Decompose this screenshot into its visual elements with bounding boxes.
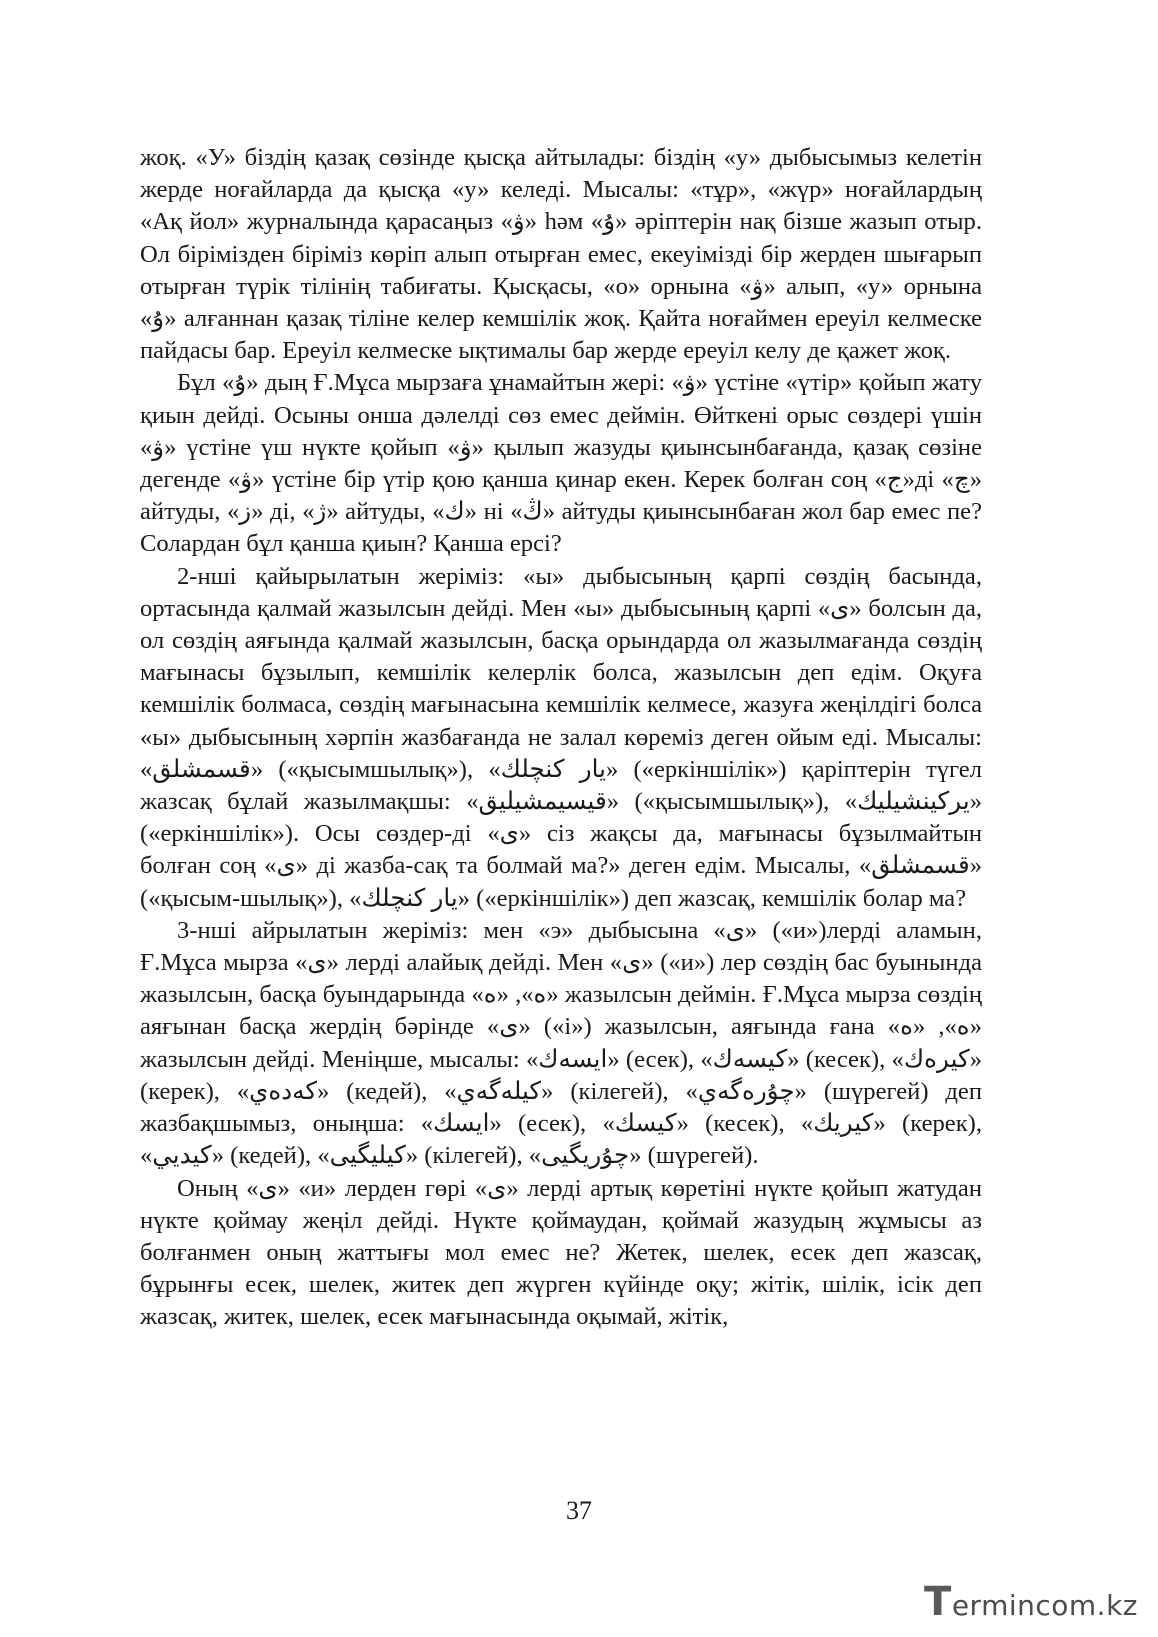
body-text <box>140 142 982 1334</box>
watermark-logo <box>924 1579 1138 1625</box>
paragraph-1: жоқ. «У» біздің қазақ сөзінде қысқа айтылады: біздің «у» дыбысымыз келетін жерде ноғайларда да қысқа «у» келеді. Мысалы: «тұр», «жүр» ноғайлардың «Ақ йол» журналында қарасаңыз «ۋ» һәм «ۇ» әріптерін нақ бізше жазып отыр. Ол бірімізден біріміз көріп алып отырған емес, екеуімізді бір жерден шығарып отырған түрік тілінің табиғаты. Қысқасы, «о» орнына «ۋ» алып, «у» орнына «ۇ» алғаннан қазақ тіліне келер кемшілік жоқ. Қайта ноғаймен ереуіл келмеске пайдасы бар. Ереуіл келмеске ықтималы бар жерде ереуіл келу де қажет жоқ. <box>140 144 983 365</box>
paragraph-5: Оның «ى» «и» лерден гөрі «ى» лерді артық көретіні нүкте қойып жатудан нүкте қоймау жеңіл дейді. Нүкте қоймаудан, қоймай жазудың жұмысы аз болғанмен оның жаттығы мол емес не? Жетек, шелек, есек деп жазсақ, бұрынғы есек, шелек, житек деп жүрген күйінде оқу; жітік, шілік, ісік деп жазсақ, житек, шелек, есек мағынасында оқымай, жітік, <box>140 1174 982 1331</box>
paragraph-2: Бұл «ۇ» дың Ғ.Мұса мырзаға ұнамайтын жері: «ۋ» үстіне «үтір» қойып жату қиын дейді. Осыны онша дәлелді сөз емес деймін. Өйткені орыс сөздері үшін «ۋ» үстіне үш нүкте қойып «ۋ» қылып жазуды қиынсынбағанда, қазақ сөзіне дегенде «ۋ» үстіне бір үтір қою қанша қинар екен. Керек болған соң «ج»ді «چ» айтуды, «ز» ді, «ژ» айтуды, «ك» ні «ڭ» айтуды қиынсынбаған жол бар емес пе? Солардан бұл қанша қиын? Қанша ерсі? <box>140 369 983 558</box>
watermark-lead-letter: T <box>924 1579 952 1625</box>
paragraph-3: 2-нші қайырылатын жеріміз: «ы» дыбысының қарпі сөздің басында, ортасында қалмай жазылсын дейді. Мен «ы» дыбысының қарпі «ى» болсын да, ол сөздің аяғында қалмай жазылсын, басқа орындарда ол жазылмағанда сөздің мағынасы бұзылып, кемшілік келерлік болса, жазылсын деп едім. Оқуға кемшілік болмаса, сөздің мағынасына кемшілік келмесе, жазуға жеңілдігі болса «ы» дыбысының хәрпін жазбағанда не залал көреміз деген ойым еді. Мысалы: «قسمشلق» («қысымшылық»), «يار كنچلك» («еркіншілік») қаріптерін түгел жазсақ бұлай жазылмақшы: «قيسيمشيليق» («қысымшылық»), «يركينشيليك» («еркіншілік»). Осы сөздер-ді «ى» сіз жақсы да, мағынасы бұзылмайтын болған соң «ى» ді жазба-сақ та болмай ма?» деген едім. Мысалы, «قسمشلق» («қысым-шылық»), «يار كنچلك» («еркіншілік») деп жазсақ, кемшілік болар ма? <box>140 562 983 912</box>
paragraph-4: 3-нші айрылатын жеріміз: мен «э» дыбысына «ى» («и»)лерді аламын, Ғ.Мұса мырза «ى» лерді алайық дейді. Мен «ى» («и») лер сөздің бас буынында жазылсын, басқа буындарында «ە», «ه» жазылсын деймін. Ғ.Мұса мырза сөздің аяғынан басқа жердің бәрінде «ى» («і») жазылсын, аяғында ғана «ە», «ه» жазылсын дейді. Меніңше, мысалы: «ايسەك» (есек), «كيسەك» (кесек), «كيرەك» (керек), «كەدەي» (кедей), «كيلەگەي» (кілегей), «چۇرەگەي» (шүрегей) деп жазбақшымыз, оныңша: «ايسك» (есек), «كيسك» (кесек), «كيريك» (керек), «كيديي» (кедей), «كيليگيى» (кілегей), «چۇريگيى» (шүрегей). <box>140 916 983 1170</box>
watermark-text: ermincom.kz <box>951 1589 1138 1622</box>
page-number: 37 <box>566 1496 592 1525</box>
